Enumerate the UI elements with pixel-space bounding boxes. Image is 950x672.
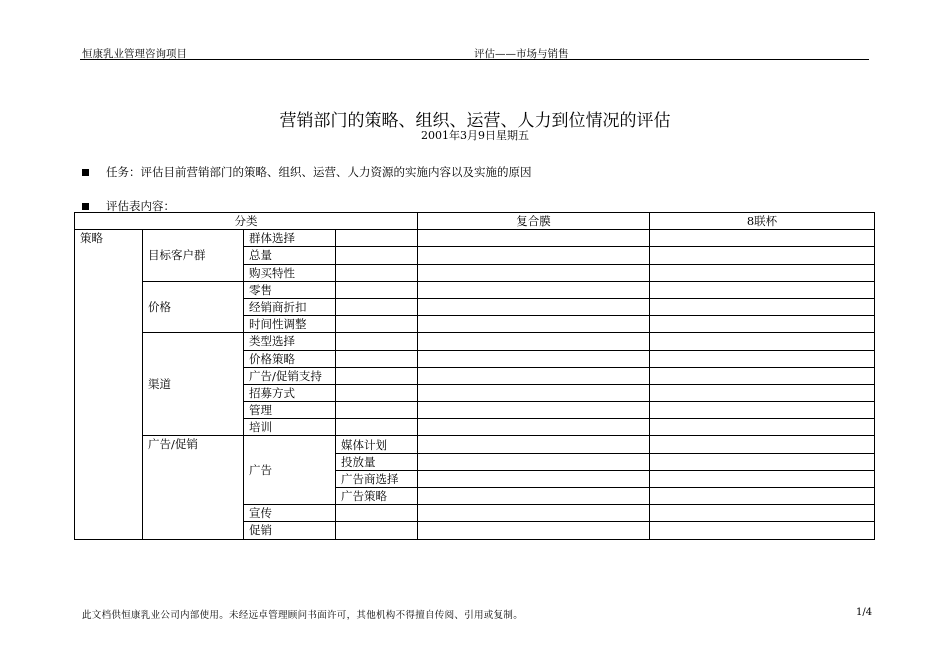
item-label: 促销 xyxy=(244,522,336,539)
table-cell[interactable] xyxy=(418,333,650,350)
table-intro-text: 评估表内容： xyxy=(106,199,175,213)
table-cell[interactable] xyxy=(336,333,418,350)
table-cell[interactable] xyxy=(336,522,418,539)
item-label: 招募方式 xyxy=(244,384,336,401)
document-title: 营销部门的策略、组织、运营、人力到位情况的评估 xyxy=(279,111,671,131)
table-cell[interactable] xyxy=(336,419,418,436)
table-cell[interactable] xyxy=(650,470,875,487)
item-label: 经销商折扣 xyxy=(244,298,336,315)
table-cell[interactable] xyxy=(650,402,875,419)
table-cell[interactable] xyxy=(336,402,418,419)
table-cell[interactable] xyxy=(418,522,650,539)
table-cell[interactable] xyxy=(418,402,650,419)
item-label: 媒体计划 xyxy=(336,436,418,453)
table-cell[interactable] xyxy=(336,281,418,298)
item-label: 广告/促销支持 xyxy=(244,367,336,384)
table-cell[interactable] xyxy=(418,436,650,453)
table-cell[interactable] xyxy=(418,384,650,401)
table-cell[interactable] xyxy=(418,298,650,315)
header-project: 恒康乳业管理咨询项目 xyxy=(82,48,187,60)
table-cell[interactable] xyxy=(650,488,875,505)
table-cell[interactable] xyxy=(418,247,650,264)
table-cell[interactable] xyxy=(336,316,418,333)
table-cell[interactable] xyxy=(336,350,418,367)
table-cell[interactable] xyxy=(650,367,875,384)
table-row xyxy=(75,230,875,247)
table-row xyxy=(75,333,875,350)
table-cell[interactable] xyxy=(418,316,650,333)
category-channel: 渠道 xyxy=(143,333,244,436)
header-8-cup: 8联杯 xyxy=(650,213,875,230)
task-line xyxy=(82,164,532,180)
category-target-customers: 目标客户群 xyxy=(143,230,244,282)
category-advertising: 广告 xyxy=(244,436,336,505)
table-cell[interactable] xyxy=(650,522,875,539)
table-cell[interactable] xyxy=(418,367,650,384)
table-cell[interactable] xyxy=(650,298,875,315)
table-cell[interactable] xyxy=(418,505,650,522)
table-cell[interactable] xyxy=(650,384,875,401)
table-cell[interactable] xyxy=(650,264,875,281)
table-cell[interactable] xyxy=(336,367,418,384)
table-row xyxy=(75,436,875,453)
item-label: 价格策略 xyxy=(244,350,336,367)
item-label: 广告商选择 xyxy=(336,470,418,487)
table-cell[interactable] xyxy=(650,453,875,470)
table-cell[interactable] xyxy=(336,505,418,522)
item-label: 广告策略 xyxy=(336,488,418,505)
category-price: 价格 xyxy=(143,281,244,333)
category-strategy: 策略 xyxy=(75,230,143,539)
table-cell[interactable] xyxy=(336,264,418,281)
table-cell[interactable] xyxy=(650,419,875,436)
category-ad-promotion: 广告/促销 xyxy=(143,436,244,539)
bullet-square-icon xyxy=(82,203,89,210)
item-label: 培训 xyxy=(244,419,336,436)
page-number: 1/4 xyxy=(856,607,873,618)
header-classification: 分类 xyxy=(75,213,418,230)
item-label: 零售 xyxy=(244,281,336,298)
item-label: 宣传 xyxy=(244,505,336,522)
table-cell[interactable] xyxy=(418,470,650,487)
table-cell[interactable] xyxy=(650,350,875,367)
table-cell[interactable] xyxy=(336,247,418,264)
table-cell[interactable] xyxy=(418,264,650,281)
footer-notice: 此文档供恒康乳业公司内部使用。未经远卓管理顾问书面许可，其他机构不得擅自传阅、引用或复制。 xyxy=(82,610,524,621)
item-label: 总量 xyxy=(244,247,336,264)
evaluation-table xyxy=(74,212,875,540)
table-cell[interactable] xyxy=(336,298,418,315)
table-cell[interactable] xyxy=(418,350,650,367)
table-cell[interactable] xyxy=(650,436,875,453)
table-cell[interactable] xyxy=(650,316,875,333)
table-cell[interactable] xyxy=(650,505,875,522)
table-cell[interactable] xyxy=(650,333,875,350)
item-label: 购买特性 xyxy=(244,264,336,281)
task-text: 任务：评估目前营销部门的策略、组织、运营、人力资源的实施内容以及实施的原因 xyxy=(106,165,532,179)
table-row xyxy=(75,281,875,298)
table-cell[interactable] xyxy=(336,230,418,247)
item-label: 时间性调整 xyxy=(244,316,336,333)
table-cell[interactable] xyxy=(418,488,650,505)
table-cell[interactable] xyxy=(336,384,418,401)
table-cell[interactable] xyxy=(418,281,650,298)
table-cell[interactable] xyxy=(650,230,875,247)
table-cell[interactable] xyxy=(418,419,650,436)
bullet-square-icon xyxy=(82,169,89,176)
table-header-row xyxy=(75,213,875,230)
item-label: 类型选择 xyxy=(244,333,336,350)
header-section: 评估——市场与销售 xyxy=(474,48,569,60)
table-cell[interactable] xyxy=(418,453,650,470)
table-cell[interactable] xyxy=(650,247,875,264)
item-label: 投放量 xyxy=(336,453,418,470)
header-composite-film: 复合膜 xyxy=(418,213,650,230)
document-date: 2001年3月9日星期五 xyxy=(421,129,529,142)
item-label: 管理 xyxy=(244,402,336,419)
item-label: 群体选择 xyxy=(244,230,336,247)
table-cell[interactable] xyxy=(650,281,875,298)
table-cell[interactable] xyxy=(418,230,650,247)
header-divider xyxy=(80,59,869,60)
